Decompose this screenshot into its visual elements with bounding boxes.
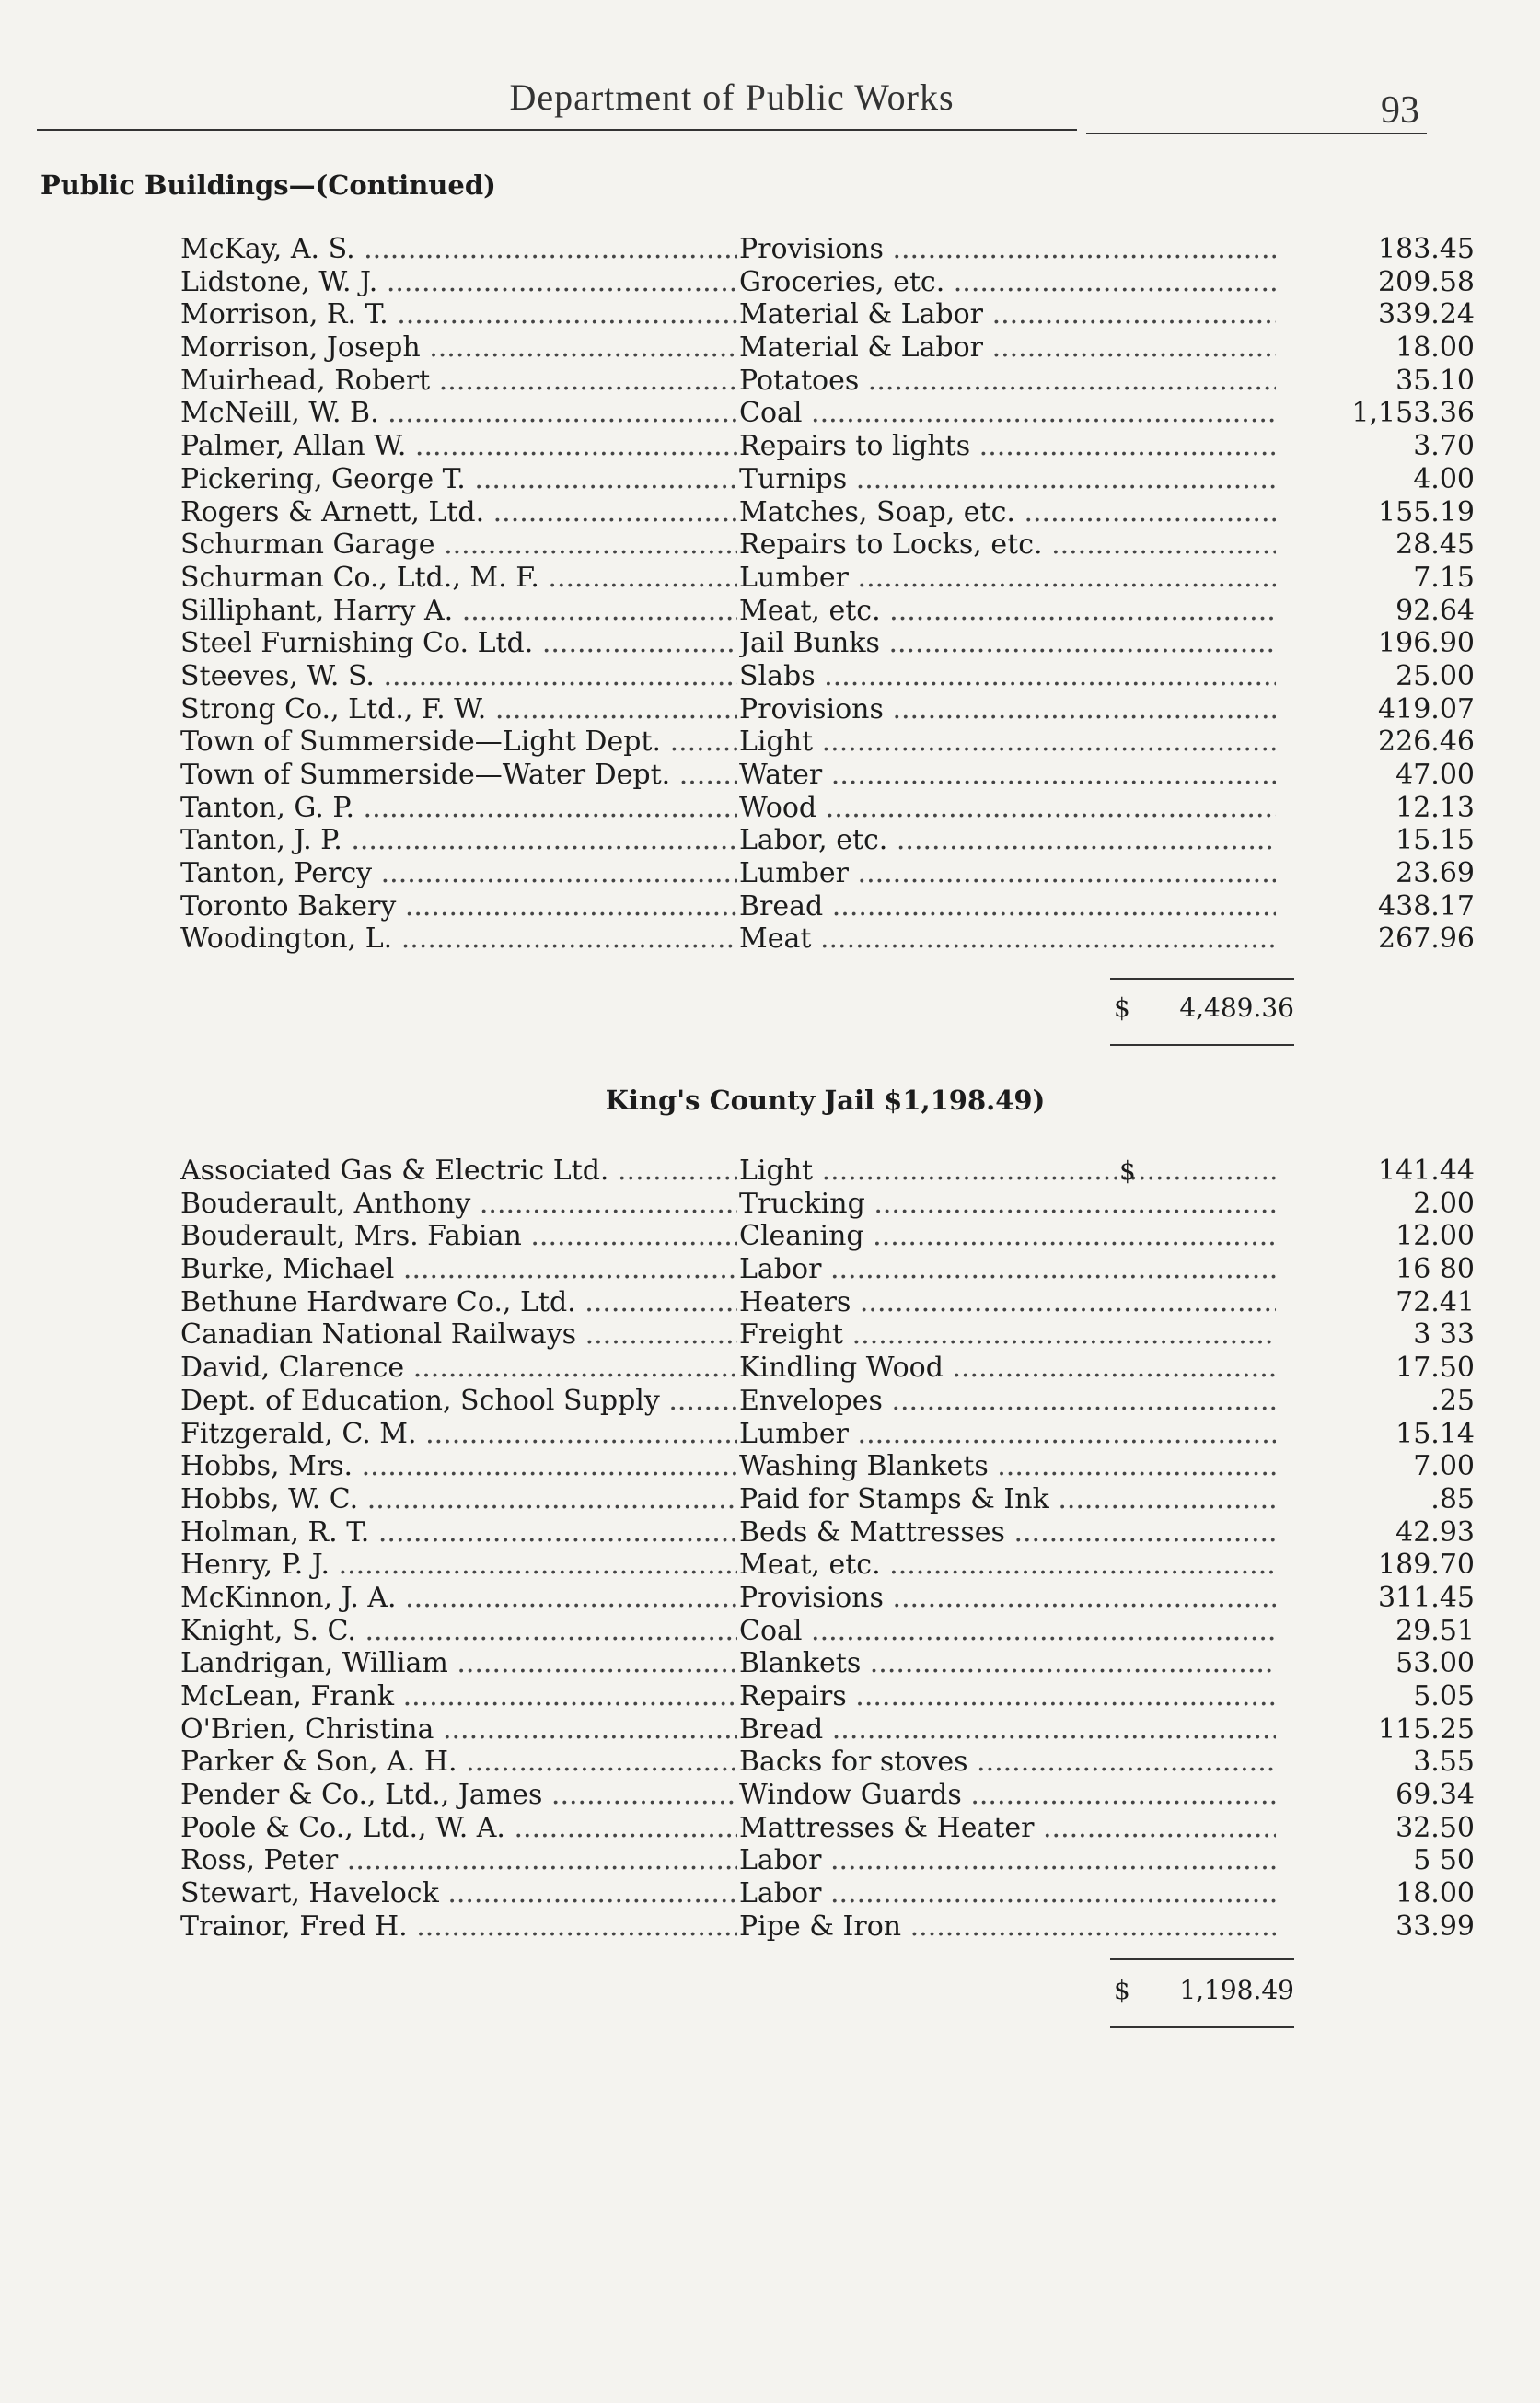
- payee-name: Landrigan, William .....: [180, 1647, 737, 1680]
- amount: 5 50: [1413, 1844, 1475, 1877]
- amount: 339.24: [1378, 298, 1475, 331]
- kings-county-jail-total: [1114, 1975, 1294, 2012]
- total-rule: [1110, 978, 1294, 980]
- payee-name: Bouderault, Mrs. Fabian .....: [180, 1220, 737, 1253]
- amount: 115.25: [1378, 1712, 1475, 1746]
- payee-name: Poole & Co., Ltd., W. A. .....: [180, 1812, 737, 1845]
- expense-item: Material & Labor .....: [739, 331, 1276, 365]
- expense-item: Turnips .....: [739, 463, 1276, 496]
- payee-name: Parker & Son, A. H. .....: [180, 1746, 737, 1779]
- expense-item: Labor .....: [739, 1844, 1276, 1877]
- amount: 7.00: [1413, 1450, 1475, 1483]
- expense-item: Cleaning .....: [739, 1220, 1276, 1253]
- expense-item: Light .....: [739, 726, 1276, 759]
- payee-name: Dept. of Education, School Supply .....: [180, 1385, 737, 1418]
- expense-item: Potatoes .....: [739, 365, 1276, 398]
- amount: 17.50: [1395, 1352, 1475, 1385]
- expense-item: Paid for Stamps & Ink .....: [739, 1483, 1276, 1516]
- amount: 311.45: [1378, 1581, 1475, 1614]
- expense-item: Labor .....: [739, 1253, 1276, 1286]
- payee-name: Woodington, L. .....: [180, 923, 737, 956]
- amount: 141.44: [1378, 1155, 1475, 1187]
- amount: .85: [1430, 1482, 1475, 1515]
- expense-item: Provisions .....: [739, 1582, 1276, 1615]
- expense-item: Labor .....: [739, 1877, 1276, 1910]
- amount: 16 80: [1395, 1253, 1475, 1286]
- amount: 3.70: [1413, 430, 1475, 463]
- payee-name: Knight, S. C. .....: [180, 1615, 737, 1648]
- total-amount: 4,489.36: [1179, 993, 1294, 1023]
- expense-item: Repairs to Locks, etc. .....: [739, 528, 1276, 562]
- expense-item: Provisions .....: [739, 233, 1276, 266]
- payee-name: Tanton, Percy .....: [180, 857, 737, 890]
- payee-name: Canadian National Railways .....: [180, 1318, 737, 1352]
- amount: 3 33: [1413, 1318, 1475, 1352]
- expense-item: Window Guards .....: [739, 1779, 1276, 1812]
- header-rule: [1086, 133, 1427, 134]
- amount: .25: [1430, 1384, 1475, 1417]
- expense-item: Wood .....: [739, 792, 1276, 825]
- expense-item: Heaters .....: [739, 1286, 1276, 1319]
- expense-item: Lumber .....: [739, 562, 1276, 595]
- expense-item: Envelopes .....: [739, 1385, 1276, 1418]
- expense-item: Washing Blankets .....: [739, 1450, 1276, 1483]
- payee-name: Morrison, Joseph .....: [180, 331, 737, 365]
- expense-item: Coal .....: [739, 397, 1276, 430]
- amount: 18.00: [1395, 1877, 1475, 1910]
- expense-item: Meat, etc. .....: [739, 1549, 1276, 1582]
- expense-item: Slabs .....: [739, 660, 1276, 693]
- amount: 226.46: [1378, 726, 1475, 759]
- expense-item: Meat, etc. .....: [739, 595, 1276, 628]
- amount: 12.00: [1395, 1220, 1475, 1253]
- expense-item: Coal .....: [739, 1615, 1276, 1648]
- payee-name: Rogers & Arnett, Ltd. .....: [180, 496, 737, 529]
- amount: 69.34: [1395, 1779, 1475, 1812]
- section-heading-public-buildings: Public Buildings—(Continued): [41, 169, 496, 201]
- payee-name: Pickering, George T. .....: [180, 463, 737, 496]
- total-rule: [1110, 2026, 1294, 2028]
- expense-item: Matches, Soap, etc. .....: [739, 496, 1276, 529]
- expense-item: Blankets .....: [739, 1647, 1276, 1680]
- expense-item: Lumber .....: [739, 857, 1276, 890]
- public-buildings-total: [1114, 993, 1294, 1029]
- page-title: Department of Public Works: [509, 76, 955, 118]
- expense-item: Provisions .....: [739, 693, 1276, 726]
- expense-item: Repairs .....: [739, 1680, 1276, 1713]
- amount: 53.00: [1395, 1647, 1475, 1680]
- currency-symbol: $: [1119, 1155, 1136, 1186]
- payee-name: Schurman Garage .....: [180, 528, 737, 562]
- payee-name: Strong Co., Ltd., F. W. .....: [180, 693, 737, 726]
- amount: 15.15: [1395, 824, 1475, 857]
- expense-item: Kindling Wood .....: [739, 1352, 1276, 1385]
- amount: 23.69: [1395, 857, 1475, 890]
- amount: 42.93: [1395, 1515, 1475, 1549]
- payee-name: Lidstone, W. J. .....: [180, 266, 737, 299]
- expense-item: Pipe & Iron .....: [739, 1910, 1276, 1944]
- section-heading-kings-county-jail: King's County Jail $1,198.49): [605, 1085, 1046, 1116]
- expense-item: Trucking .....: [739, 1188, 1276, 1221]
- expense-item: Light .....: [739, 1155, 1276, 1188]
- payee-name: Holman, R. T. .....: [180, 1516, 737, 1550]
- payee-name: Town of Summerside—Water Dept. .....: [180, 759, 737, 792]
- payee-name: Schurman Co., Ltd., M. F. .....: [180, 562, 737, 595]
- amount: 92.64: [1395, 594, 1475, 627]
- expense-item: Freight .....: [739, 1318, 1276, 1352]
- amount: 7.15: [1413, 561, 1475, 594]
- amount: 3.55: [1413, 1746, 1475, 1779]
- payee-name: Henry, P. J. .....: [180, 1549, 737, 1582]
- amount: 18.00: [1395, 331, 1475, 365]
- amount: 196.90: [1378, 627, 1475, 660]
- expense-item: Meat .....: [739, 923, 1276, 956]
- payee-name: Toronto Bakery .....: [180, 890, 737, 923]
- page-number: 93: [1381, 89, 1419, 132]
- expense-item: Backs for stoves .....: [739, 1746, 1276, 1779]
- amount: 183.45: [1378, 233, 1475, 265]
- amount: 4.00: [1413, 462, 1475, 495]
- payee-name: David, Clarence .....: [180, 1352, 737, 1385]
- payee-name: McKinnon, J. A. .....: [180, 1582, 737, 1615]
- amount: 5.05: [1413, 1680, 1475, 1712]
- amount: 35.10: [1395, 364, 1475, 397]
- amount: 438.17: [1378, 889, 1475, 923]
- payee-name: Hobbs, W. C. .....: [180, 1483, 737, 1516]
- amount: 29.51: [1395, 1614, 1475, 1647]
- payee-name: Palmer, Allan W. .....: [180, 430, 737, 463]
- amount: 419.07: [1378, 692, 1475, 726]
- expense-item: Water .....: [739, 759, 1276, 792]
- amount: 28.45: [1395, 528, 1475, 562]
- expense-item: Mattresses & Heater .....: [739, 1812, 1276, 1845]
- expense-item: Beds & Mattresses .....: [739, 1516, 1276, 1550]
- payee-name: Bethune Hardware Co., Ltd. .....: [180, 1286, 737, 1319]
- payee-name: Morrison, R. T. .....: [180, 298, 737, 331]
- expense-item: Labor, etc. .....: [739, 824, 1276, 857]
- amount: 267.96: [1378, 923, 1475, 956]
- page-header: [37, 75, 1427, 136]
- payee-name: Burke, Michael .....: [180, 1253, 737, 1286]
- payee-name: Associated Gas & Electric Ltd. .....: [180, 1155, 737, 1188]
- amount: 189.70: [1378, 1549, 1475, 1582]
- total-amount: 1,198.49: [1179, 1975, 1294, 2005]
- payee-name: O'Brien, Christina .....: [180, 1713, 737, 1747]
- amount: 32.50: [1395, 1811, 1475, 1844]
- currency-symbol: $: [1114, 993, 1130, 1023]
- payee-name: Ross, Peter .....: [180, 1844, 737, 1877]
- payee-name: Trainor, Fred H. .....: [180, 1910, 737, 1944]
- amount: 12.13: [1395, 791, 1475, 824]
- payee-name: McLean, Frank .....: [180, 1680, 737, 1713]
- currency-symbol: $: [1114, 1975, 1130, 2005]
- amount: 1,153.36: [1351, 397, 1475, 430]
- payee-name: Town of Summerside—Light Dept. .....: [180, 726, 737, 759]
- payee-name: Tanton, J. P. .....: [180, 824, 737, 857]
- payee-name: Tanton, G. P. .....: [180, 792, 737, 825]
- payee-name: Pender & Co., Ltd., James .....: [180, 1779, 737, 1812]
- expense-item: Bread .....: [739, 1713, 1276, 1747]
- header-rule: [37, 129, 1077, 131]
- payee-name: Steeves, W. S. .....: [180, 660, 737, 693]
- total-rule: [1110, 1044, 1294, 1046]
- expense-item: Material & Labor .....: [739, 298, 1276, 331]
- amount: 2.00: [1413, 1187, 1475, 1220]
- amount: 47.00: [1395, 759, 1475, 791]
- amount: 33.99: [1395, 1910, 1475, 1943]
- expense-item: Jail Bunks .....: [739, 627, 1276, 660]
- expense-item: Bread .....: [739, 890, 1276, 923]
- amount: 155.19: [1378, 495, 1475, 528]
- payee-name: Hobbs, Mrs. .....: [180, 1450, 737, 1483]
- payee-name: Silliphant, Harry A. .....: [180, 595, 737, 628]
- payee-name: Muirhead, Robert .....: [180, 365, 737, 398]
- payee-name: McKay, A. S. .....: [180, 233, 737, 266]
- expense-item: Lumber .....: [739, 1418, 1276, 1451]
- total-rule: [1110, 1958, 1294, 1960]
- payee-name: Steel Furnishing Co. Ltd. .....: [180, 627, 737, 660]
- payee-name: Bouderault, Anthony .....: [180, 1188, 737, 1221]
- amount: 209.58: [1378, 265, 1475, 298]
- payee-name: Fitzgerald, C. M. .....: [180, 1418, 737, 1451]
- payee-name: McNeill, W. B. .....: [180, 397, 737, 430]
- amount: 15.14: [1395, 1417, 1475, 1450]
- amount: 25.00: [1395, 659, 1475, 692]
- payee-name: Stewart, Havelock .....: [180, 1877, 737, 1910]
- amount: 72.41: [1395, 1285, 1475, 1318]
- expense-item: Groceries, etc. .....: [739, 266, 1276, 299]
- expense-item: Repairs to lights .....: [739, 430, 1276, 463]
